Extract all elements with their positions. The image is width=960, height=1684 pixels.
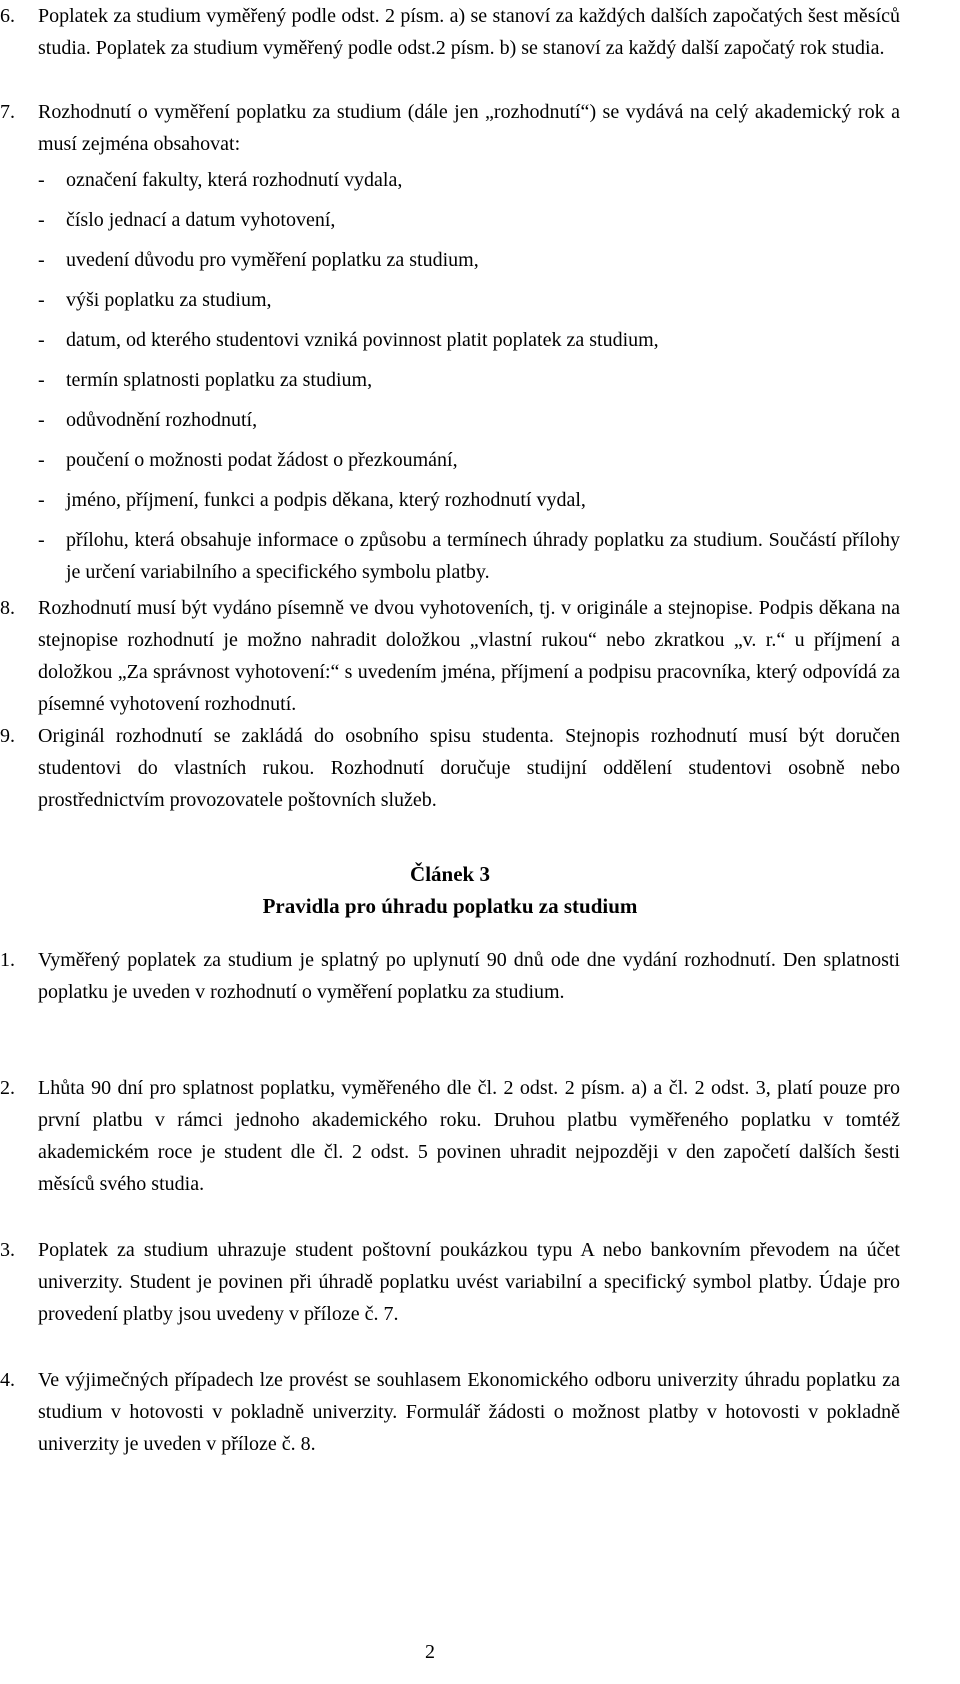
list-item <box>38 324 900 356</box>
list-item-text: poučení o možnosti podat žádost o přezkoumání, <box>66 449 458 471</box>
list-item-text: výši poplatku za studium, <box>66 289 272 311</box>
article-item-4 <box>0 1364 900 1460</box>
list-item <box>38 244 900 276</box>
list-dash: - <box>38 249 45 271</box>
paragraph-number: 8. <box>0 597 15 619</box>
list-item-text: přílohu, která obsahuje informace o způsobu a termínech úhrady poplatku za studium. Součástí přílohy je určení variabilního a specifického symbolu platby. <box>66 529 900 583</box>
list-item <box>38 164 900 196</box>
list-item-text: číslo jednací a datum vyhotovení, <box>66 209 336 231</box>
list-item <box>38 364 900 396</box>
paragraph-8 <box>0 592 900 720</box>
list-item-text: jméno, příjmení, funkci a podpis děkana, který rozhodnutí vydal, <box>66 489 586 511</box>
item-text: Ve výjimečných případech lze provést se souhlasem Ekonomického odboru univerzity úhradu poplatku za studium v hotovosti v pokladně univerzity. Formulář žádosti o možnost platby v hotovosti v pokladně univerzity je uveden v příloze č. 8. <box>38 1369 900 1455</box>
list-item <box>38 204 900 236</box>
article-item-3 <box>0 1234 900 1330</box>
list-dash: - <box>38 449 45 471</box>
list-dash: - <box>38 489 45 511</box>
list-dash: - <box>38 289 45 311</box>
article-item-1 <box>0 944 900 1008</box>
paragraph-text: Rozhodnutí o vyměření poplatku za studium (dále jen „rozhodnutí“) se vydává na celý akademický rok a musí zejména obsahovat: <box>38 101 900 155</box>
paragraph-7 <box>0 96 900 160</box>
paragraph-text: Poplatek za studium vyměřený podle odst. 2 písm. a) se stanoví za každých dalších započatých šest měsíců studia. Poplatek za studium vyměřený podle odst.2 písm. b) se stanoví za každý další započatý rok studia. <box>38 5 900 59</box>
paragraph-text: Rozhodnutí musí být vydáno písemně ve dvou vyhotoveních, tj. v originále a stejnopise. Podpis děkana na stejnopise rozhodnutí je možno nahradit doložkou „vlastní rukou“ nebo zkratkou „v. r.“ u příjmení a doložkou „Za správnost vyhotovení:“ s uvedením jména, příjmení a podpisu pracovníka, který odpovídá za písemné vyhotovení rozhodnutí. <box>38 597 900 715</box>
list-item <box>38 444 900 476</box>
list-dash: - <box>38 529 45 551</box>
item-text: Vyměřený poplatek za studium je splatný po uplynutí 90 dnů ode dne vydání rozhodnutí. Den splatnosti poplatku je uveden v rozhodnutí o vyměření poplatku za studium. <box>38 949 900 1003</box>
list-dash: - <box>38 329 45 351</box>
list-dash: - <box>38 209 45 231</box>
item-number: 2. <box>0 1077 15 1099</box>
paragraph-number: 9. <box>0 725 15 747</box>
paragraph-number: 7. <box>0 101 15 123</box>
article-subtitle: Pravidla pro úhradu poplatku za studium <box>262 894 638 918</box>
paragraph-text: Originál rozhodnutí se zakládá do osobního spisu studenta. Stejnopis rozhodnutí musí být doručen studentovi do vlastních rukou. Rozhodnutí doručuje studijní oddělení studentovi osobně nebo prostřednictvím provozovatele poštovních služeb. <box>38 725 900 811</box>
list-item-text: odůvodnění rozhodnutí, <box>66 409 258 431</box>
list-dash: - <box>38 409 45 431</box>
paragraph-number: 6. <box>0 5 15 27</box>
item-number: 1. <box>0 949 15 971</box>
list-dash: - <box>38 369 45 391</box>
item-number: 3. <box>0 1239 15 1261</box>
list-item <box>38 484 900 516</box>
list-item-text: datum, od kterého studentovi vzniká povinnost platit poplatek za studium, <box>66 329 659 351</box>
list-item-text: termín splatnosti poplatku za studium, <box>66 369 373 391</box>
item-text: Lhůta 90 dní pro splatnost poplatku, vyměřeného dle čl. 2 odst. 2 písm. a) a čl. 2 odst. 3, platí pouze pro první platbu v rámci jednoho akademického roku. Druhou platbu vyměřeného poplatku v tomtéž akademickém roce je student dle čl. 2 odst. 5 povinen uhradit nejpozději v den započetí dalších šesti měsíců svého studia. <box>38 1077 900 1195</box>
page-number: 2 <box>425 1641 435 1663</box>
item-number: 4. <box>0 1369 15 1391</box>
article-item-2 <box>0 1072 900 1200</box>
list-item <box>38 524 900 588</box>
paragraph-6 <box>0 0 900 64</box>
paragraph-9 <box>0 720 900 816</box>
item-text: Poplatek za studium uhrazuje student poštovní poukázkou typu A nebo bankovním převodem na účet univerzity. Student je povinen při úhradě poplatku uvést variabilní a specifický symbol platby. Údaje pro provedení platby jsou uvedeny v příloze č. 7. <box>38 1239 900 1325</box>
list-item-text: označení fakulty, která rozhodnutí vydala, <box>66 169 403 191</box>
list-dash: - <box>38 169 45 191</box>
list-item-text: uvedení důvodu pro vyměření poplatku za studium, <box>66 249 479 271</box>
list-item <box>38 404 900 436</box>
list-item <box>38 284 900 316</box>
article-title: Článek 3 <box>410 862 490 886</box>
